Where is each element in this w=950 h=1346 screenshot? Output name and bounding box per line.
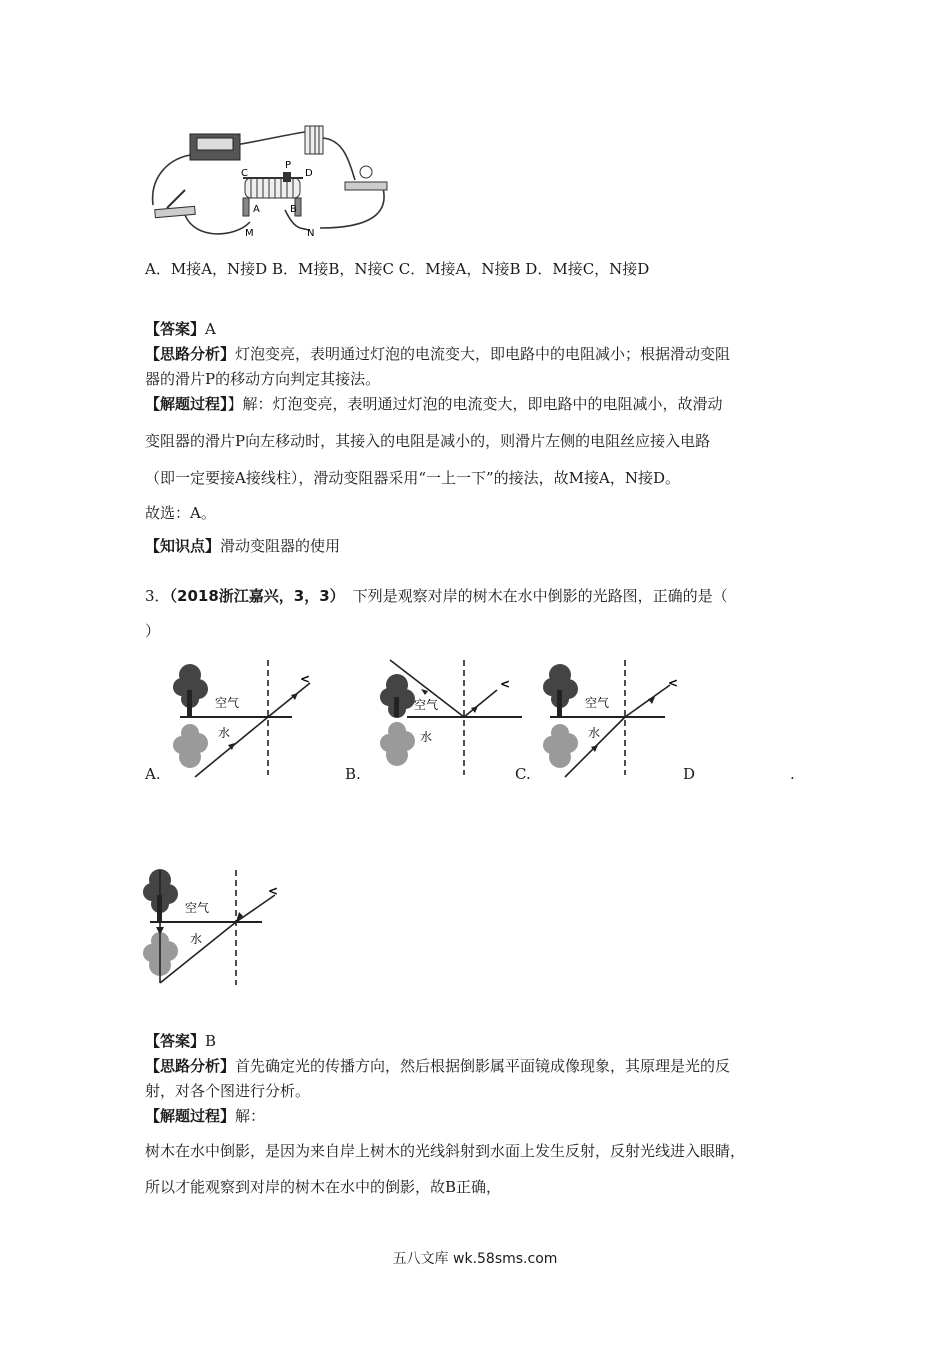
svg-text:水: 水 [420, 730, 433, 744]
q3-analysis-line-1: 【思路分析】首先确定光的传播方向，然后根据倒影属平面镜成像现象，其原理是光的反 [145, 1057, 731, 1075]
terminal-D: D [305, 168, 313, 179]
circuit-diagram [145, 120, 395, 240]
terminal-P: P [285, 160, 292, 171]
answer-value: A [205, 320, 216, 338]
answer-value: B [205, 1032, 217, 1050]
svg-text:空气: 空气 [585, 696, 610, 710]
svg-text:<: < [268, 884, 279, 898]
svg-text:<: < [668, 676, 679, 690]
q3-source: （2018浙江嘉兴，3，3） [169, 587, 345, 605]
diagram-option-c [540, 655, 690, 780]
q3-process: 【解题过程】解： [145, 1107, 266, 1125]
q3-analysis-line-2: 射，对各个图进行分析。 [145, 1082, 311, 1100]
q3-explain-line-2: 所以才能观察到对岸的树木在水中的倒影，故B正确， [145, 1178, 502, 1196]
option-d-label: D [683, 765, 696, 783]
svg-text:<: < [500, 677, 511, 691]
svg-text:空气: 空气 [414, 698, 439, 712]
analysis-label: 【思路分析】 [145, 1057, 236, 1075]
analysis-label: 【思路分析】 [145, 345, 236, 363]
q3-stem: 3．（2018浙江嘉兴，3，3） 下列是观察对岸的树木在水中倒影的光路图，正确的是（ [145, 587, 728, 605]
diagram-option-a [170, 655, 320, 780]
q2-process-line-2: 变阻器的滑片P向左移动时，其接入的电阻是减小的，则滑片左侧的电阻丝应接入电路 [145, 432, 711, 450]
q3-answer [145, 1030, 216, 1051]
q2-choose: 故选：A。 [145, 504, 216, 522]
svg-text:空气: 空气 [185, 901, 210, 915]
knowledge-label: 【知识点】 [145, 537, 221, 555]
q3-stem-end: ） [145, 622, 161, 640]
option-a-label: A. [145, 765, 161, 783]
diagram-option-d [140, 865, 290, 990]
q2-knowledge: 【知识点】滑动变阻器的使用 [145, 537, 341, 555]
svg-text:空气: 空气 [215, 696, 240, 710]
terminal-B: B [290, 204, 297, 215]
process-label: 【解题过程】 [145, 395, 228, 413]
terminal-C: C [241, 168, 248, 179]
option-d-dot: . [790, 765, 795, 783]
svg-text:水: 水 [218, 726, 231, 740]
process-label: 【解题过程】 [145, 1107, 236, 1125]
svg-text:<: < [300, 672, 311, 686]
svg-text:水: 水 [588, 726, 601, 740]
q2-analysis-line-2: 器的滑片P的移动方向判定其接法。 [145, 370, 381, 388]
q2-answer [145, 318, 216, 339]
q2-process-line-1: 【解题过程】】解：灯泡变亮，表明通过灯泡的电流变大，即电路中的电阻减小，故滑动 [145, 395, 723, 413]
footer-watermark: 五八文库 wk.58sms.com [392, 1251, 558, 1267]
q3-explain-line-1: 树木在水中倒影，是因为来自岸上树木的光线斜射到水面上发生反射，反射光线进入眼睛， [145, 1142, 746, 1160]
q3-number: 3． [145, 587, 170, 605]
q2-options: A．M接A，N接D B．M接B，N接C C．M接A，N接B D．M接C，N接D [145, 260, 650, 278]
q2-process-line-3: （即一定要接A接线柱），滑动变阻器采用“一上一下”的接法，故M接A，N接D。 [145, 469, 681, 487]
svg-text:水: 水 [190, 932, 203, 946]
wire-M: M [245, 228, 254, 239]
diagram-option-b [372, 655, 522, 780]
option-c-label: C. [515, 765, 531, 783]
q2-analysis-line-1: 【思路分析】灯泡变亮，表明通过灯泡的电流变大，即电路中的电阻减小；根据滑动变阻 [145, 345, 731, 363]
answer-label: 【答案】 [145, 320, 206, 338]
terminal-A: A [253, 204, 260, 215]
option-b-label: B. [345, 765, 361, 783]
answer-label: 【答案】 [145, 1032, 206, 1050]
wire-N: N [307, 228, 315, 239]
